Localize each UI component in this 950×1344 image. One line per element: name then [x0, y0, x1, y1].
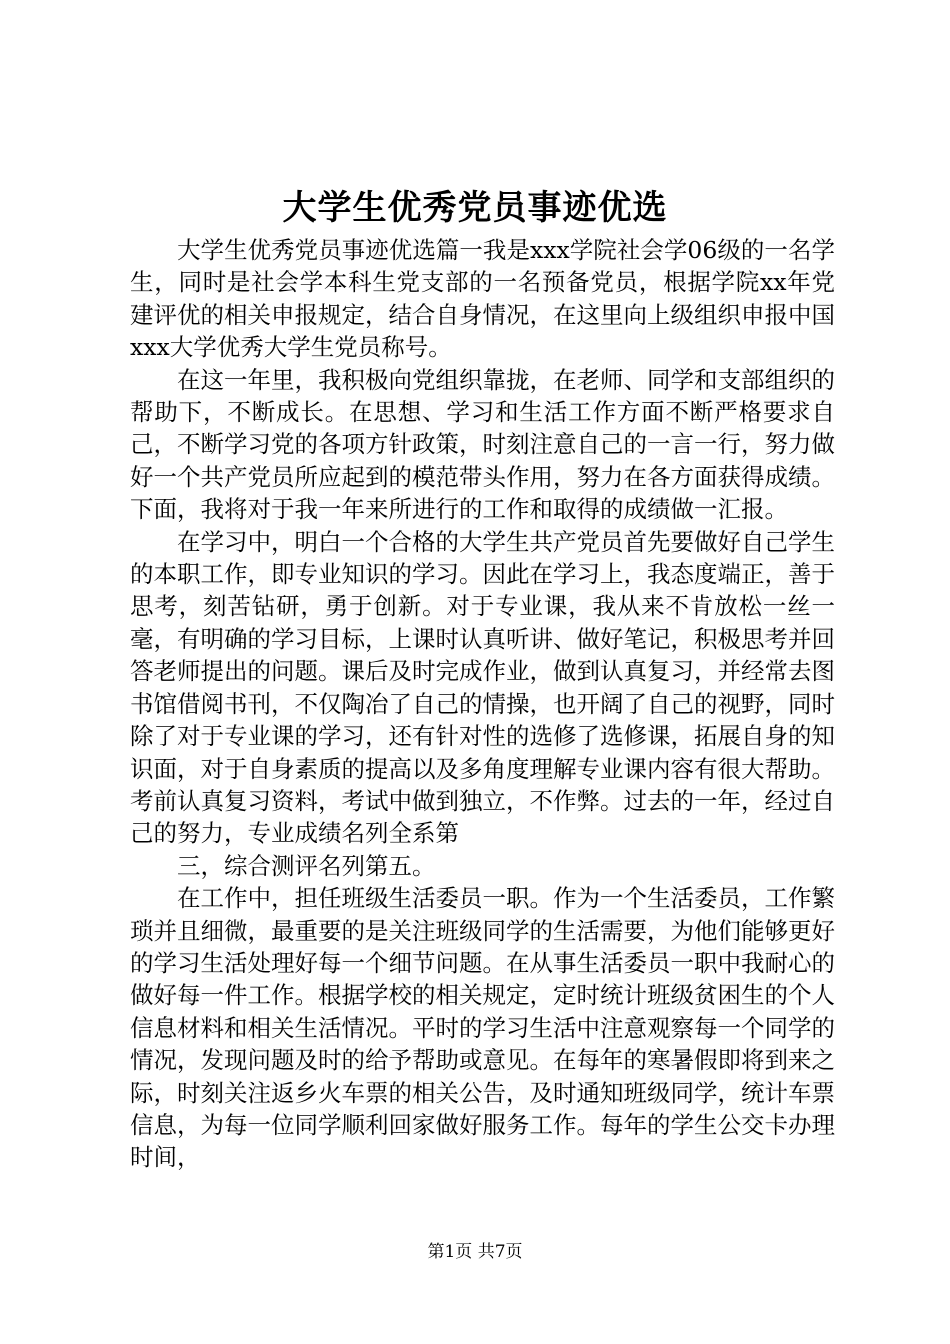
paragraph-2: 在这一年里，我积极向党组织靠拢，在老师、同学和支部组织的帮助下，不断成长。在思想、学习和生活工作方面不断严格要求自己，不断学习党的各项方针政策，时刻注意自己的一言一行，努力做好一个共产党员所应起到的模范带头作用，努力在各方面获得成绩。下面，我将对于我一年来所进行的工作和取得的成绩做一汇报。: [130, 365, 835, 524]
document-body: [130, 234, 835, 1174]
paragraph-4: 三，综合测评名列第五。: [177, 851, 436, 880]
paragraph-5: 在工作中，担任班级生活委员一职。作为一个生活委员，工作繁琐并且细微，最重要的是关注班级同学的生活需要，为他们能够更好的学习生活处理好每一个细节问题。在从事生活委员一职中我耐心的做好每一件工作。根据学校的相关规定，定时统计班级贫困生的个人信息材料和相关生活情况。平时的学习生活中注意观察每一个同学的情况，发现问题及时的给予帮助或意见。在每年的寒暑假即将到来之际，时刻关注返乡火车票的相关公告，及时通知班级同学，统计车票信息，为每一位同学顺利回家做好服务工作。每年的学生公交卡办理时间，: [130, 884, 835, 1172]
paragraph-3: 在学习中，明白一个合格的大学生共产党员首先要做好自己学生的本职工作，即专业知识的学习。因此在学习上，我态度端正，善于思考，刻苦钻研，勇于创新。对于专业课，我从来不肯放松一丝一毫，有明确的学习目标，上课时认真听讲、做好笔记，积极思考并回答老师提出的问题。课后及时完成作业，做到认真复习，并经常去图书馆借阅书刊，不仅陶冶了自己的情操，也开阔了自己的视野，同时除了对于专业课的学习，还有针对性的选修了选修课，拓展自身的知识面，对于自身素质的提高以及多角度理解专业课内容有很大帮助。考前认真复习资料，考试中做到独立，不作弊。过去的一年，经过自己的努力，专业成绩名列全系第: [130, 527, 835, 848]
page-footer: 第1页 共7页: [427, 1242, 523, 1262]
document-title: 大学生优秀党员事迹优选: [282, 188, 668, 228]
paragraph-1: 大学生优秀党员事迹优选篇一我是xxx学院社会学06级的一名学生，同时是社会学本科生党支部的一名预备党员，根据学院xx年党建评优的相关申报规定，结合自身情况，在这里向上级组织申报中国xxx大学优秀大学生党员称号。: [130, 236, 835, 362]
